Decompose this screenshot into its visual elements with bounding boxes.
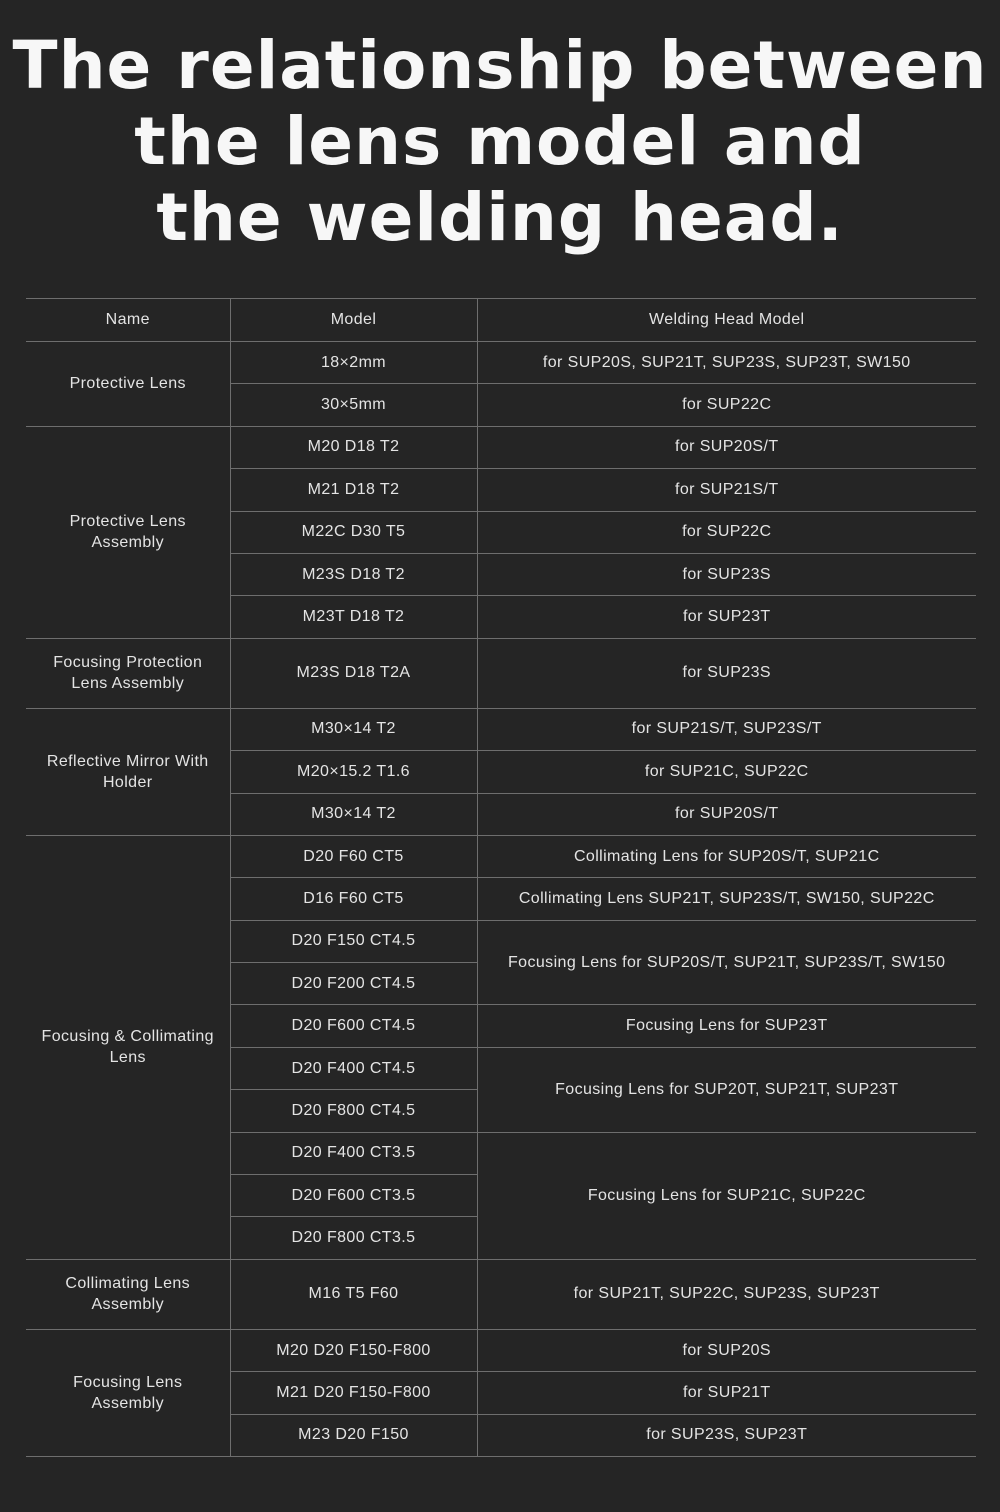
model-cell: D20 F150 CT4.5 (230, 920, 477, 962)
model-cell: M21 D20 F150-F800 (230, 1372, 477, 1414)
welding-head-cell: for SUP20S (477, 1329, 976, 1371)
welding-head-cell: Focusing Lens for SUP20S/T, SUP21T, SUP23S/T, SW150 (477, 920, 976, 1005)
lens-compatibility-table (26, 298, 976, 1457)
model-cell: 30×5mm (230, 384, 477, 426)
welding-head-cell: Focusing Lens for SUP23T (477, 1005, 976, 1047)
welding-head-cell: Focusing Lens for SUP20T, SUP21T, SUP23T (477, 1047, 976, 1132)
model-cell: M30×14 T2 (230, 708, 477, 750)
page-title (0, 28, 1000, 256)
table-row (26, 1259, 976, 1329)
title-line: The relationship between (12, 27, 988, 104)
table-row (26, 342, 976, 384)
welding-head-cell: for SUP20S/T (477, 426, 976, 468)
model-cell: M30×14 T2 (230, 793, 477, 835)
welding-head-cell: Collimating Lens for SUP20S/T, SUP21C (477, 835, 976, 877)
welding-head-cell: for SUP21S/T (477, 469, 976, 511)
model-cell: D20 F600 CT4.5 (230, 1005, 477, 1047)
name-cell: Focusing & Collimating Lens (26, 835, 230, 1259)
name-cell: Protective Lens (26, 342, 230, 427)
model-cell: 18×2mm (230, 342, 477, 384)
welding-head-cell: Collimating Lens SUP21T, SUP23S/T, SW150, SUP22C (477, 878, 976, 920)
welding-head-cell: for SUP21T, SUP22C, SUP23S, SUP23T (477, 1259, 976, 1329)
model-cell: M22C D30 T5 (230, 511, 477, 553)
model-cell: D20 F400 CT4.5 (230, 1047, 477, 1089)
model-cell: D20 F800 CT3.5 (230, 1217, 477, 1259)
name-cell: Collimating Lens Assembly (26, 1259, 230, 1329)
title-line: the welding head. (156, 179, 844, 256)
title-line: the lens model and (134, 103, 866, 180)
table-header-row (26, 299, 976, 342)
column-header-model: Model (230, 299, 477, 342)
model-cell: M21 D18 T2 (230, 469, 477, 511)
table-row (26, 835, 976, 877)
model-cell: M23S D18 T2A (230, 638, 477, 708)
model-cell: D20 F400 CT3.5 (230, 1132, 477, 1174)
welding-head-cell: for SUP23S (477, 553, 976, 595)
welding-head-cell: for SUP20S, SUP21T, SUP23S, SUP23T, SW150 (477, 342, 976, 384)
model-cell: M23S D18 T2 (230, 553, 477, 595)
model-cell: D20 F200 CT4.5 (230, 963, 477, 1005)
welding-head-cell: for SUP22C (477, 384, 976, 426)
model-cell: D20 F800 CT4.5 (230, 1090, 477, 1132)
welding-head-cell: for SUP21C, SUP22C (477, 751, 976, 793)
model-cell: M20×15.2 T1.6 (230, 751, 477, 793)
welding-head-cell: for SUP23T (477, 596, 976, 638)
table-row (26, 1329, 976, 1371)
welding-head-cell: for SUP23S (477, 638, 976, 708)
model-cell: M23T D18 T2 (230, 596, 477, 638)
welding-head-cell: Focusing Lens for SUP21C, SUP22C (477, 1132, 976, 1259)
column-header-name: Name (26, 299, 230, 342)
model-cell: D20 F600 CT3.5 (230, 1175, 477, 1217)
welding-head-cell: for SUP23S, SUP23T (477, 1414, 976, 1456)
model-cell: M16 T5 F60 (230, 1259, 477, 1329)
model-cell: M20 D18 T2 (230, 426, 477, 468)
model-cell: M23 D20 F150 (230, 1414, 477, 1456)
name-cell: Reflective Mirror With Holder (26, 708, 230, 835)
name-cell: Protective Lens Assembly (26, 426, 230, 638)
welding-head-cell: for SUP21S/T, SUP23S/T (477, 708, 976, 750)
table-row (26, 426, 976, 468)
model-cell: M20 D20 F150-F800 (230, 1329, 477, 1371)
table-row (26, 638, 976, 708)
column-header-welding-head-model: Welding Head Model (477, 299, 976, 342)
model-cell: D16 F60 CT5 (230, 878, 477, 920)
name-cell: Focusing Lens Assembly (26, 1329, 230, 1456)
table-row (26, 708, 976, 750)
model-cell: D20 F60 CT5 (230, 835, 477, 877)
welding-head-cell: for SUP22C (477, 511, 976, 553)
name-cell: Focusing Protection Lens Assembly (26, 638, 230, 708)
welding-head-cell: for SUP20S/T (477, 793, 976, 835)
welding-head-cell: for SUP21T (477, 1372, 976, 1414)
